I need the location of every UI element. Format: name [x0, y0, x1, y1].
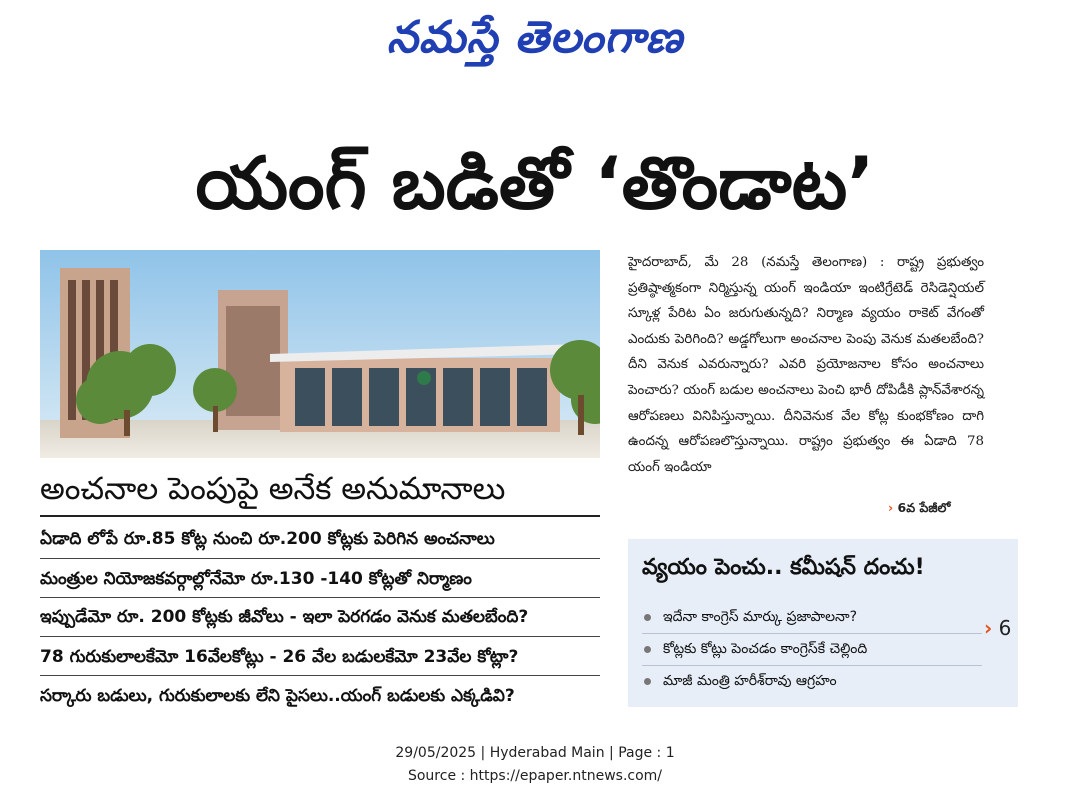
school-building-photo	[40, 250, 600, 458]
story-column	[628, 250, 984, 480]
footer-edition-info: 29/05/2025 | Hyderabad Main | Page : 1	[395, 745, 675, 761]
box-item-text: మాజీ మంత్రి హరీశ్‌రావు ఆగ్రహం	[663, 673, 837, 689]
highlight-point: మంత్రుల నియోజకవర్గాల్లోనేమో రూ.130 -140 కోట్లతో నిర్మాణం	[40, 569, 472, 589]
highlight-point: సర్కారు బడులు, గురుకులాలకు లేని పైసలు..యంగ్ బడులకు ఎక్కడివి?	[40, 686, 515, 706]
divider	[40, 675, 600, 676]
bullet-icon	[644, 614, 651, 621]
divider	[40, 597, 600, 598]
chevron-right-icon: ›	[984, 616, 993, 640]
highlight-point: 78 గురుకులాలకేమో 16వేలకోట్లు - 26 వేల బడులకేమో 23వేల కోట్లా?	[40, 647, 519, 667]
bullet-icon	[644, 646, 651, 653]
chevron-right-icon: ›	[888, 500, 894, 515]
sub-headline: అంచనాల పెంపుపై అనేక అనుమానాలు	[40, 471, 506, 507]
box-item-text: ఇదేనా కాంగ్రెస్ మార్కు ప్రజాపాలనా?	[663, 609, 858, 625]
highlight-point: ఏడాది లోపే రూ.85 కోట్ల నుంచి రూ.200 కోట్లకు పెరిగిన అంచనాలు	[40, 529, 495, 549]
box-page-link[interactable]	[984, 616, 1011, 640]
box-title: వ్యయం పెంచు.. కమీషన్ దంచు!	[642, 555, 925, 580]
sub-headline-divider	[40, 515, 600, 517]
box-item	[644, 641, 867, 660]
box-item	[644, 609, 857, 628]
headline: యంగ్ బడితో ‘తొండాట’	[195, 141, 875, 225]
sidebar-box	[628, 539, 1018, 707]
divider	[642, 665, 982, 666]
box-item	[644, 673, 837, 692]
box-item-text: కోట్లకు కోట్లు పెంచడం కాంగ్రెస్‌కే చెల్లింది	[663, 641, 868, 657]
box-page-number: 6	[998, 616, 1012, 640]
story-body: హైదరాబాద్, మే 28 (నమస్తే తెలంగాణ) : రాష్ట్ర ప్రభుత్వం ప్రతిష్ఠాత్మకంగా నిర్మిస్తున్న యంగ్ ఇండియా ఇంటిగ్రేటెడ్ రెసిడెన్షియల్ స్కూళ్ల పేరిట ఏం జరుగుతున్నది? నిర్మాణ వ్యయం రాకెట్ వేగంతో ఎందుకు పెరిగింది? అడ్డగోలుగా అంచనాల పెంపు వెనుక మతలబేంది? దీని వెనుక ఎవరున్నారు? ఎవరి ప్రయోజనాల కోసం అంచనాలు పెంచారు? యంగ్ బడుల అంచనాలు పెంచి భారీ దోపిడీకి ప్లాన్‌వేశారన్న ఆరోపణలు వినిపిస్తున్నాయి. దీనివెనుక వేల కోట్ల కుంభకోణం దాగి ఉందన్న ఆరోపణలొస్తున్నాయి. రాష్ట్రం ప్రభుత్వం ఈ ఏడాది 78 యంగ్ ఇండియా	[628, 255, 984, 475]
footer-source: Source : https://epaper.ntnews.com/	[407, 768, 663, 784]
bullet-icon	[644, 678, 651, 685]
divider	[642, 633, 982, 634]
divider	[40, 558, 600, 559]
highlight-point: ఇప్పుడేమో రూ. 200 కోట్లకు జీవోలు - ఇలా పెరగడం వెనుక మతలబేంది?	[40, 607, 529, 627]
continued-label: 6వ పేజీలో	[897, 500, 951, 515]
divider	[40, 636, 600, 637]
masthead-logo: నమస్తే తెలంగాణ	[386, 12, 684, 63]
continued-page-link[interactable]	[888, 500, 950, 519]
